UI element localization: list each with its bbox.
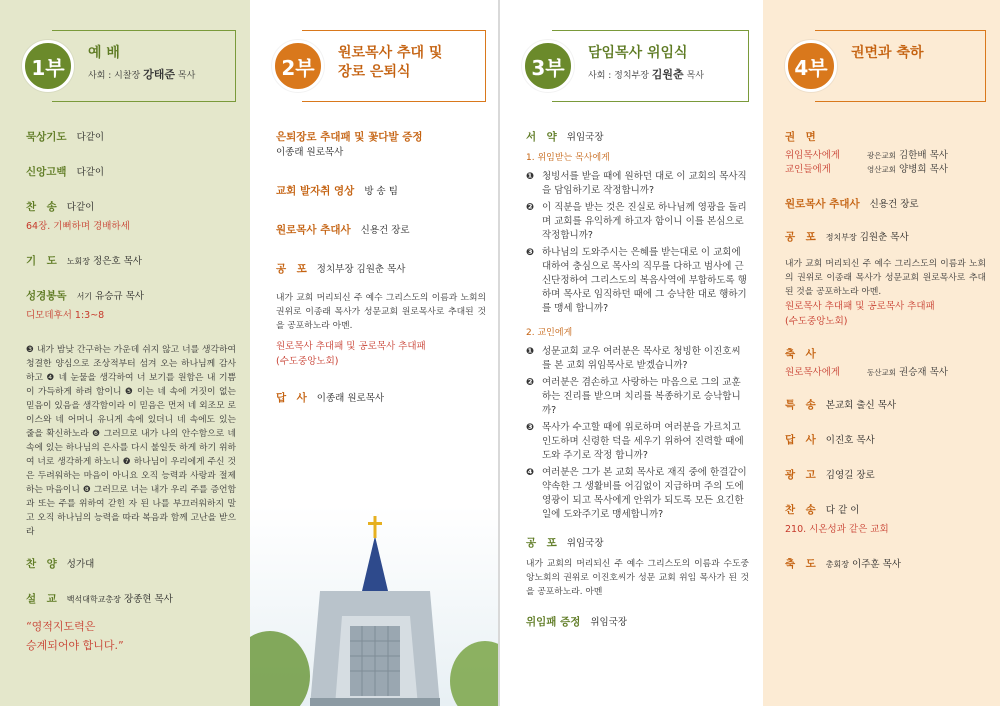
part3-program	[526, 130, 749, 650]
history-video-row: 교회 발자취 영상 방 송 팀	[276, 185, 398, 197]
sermon-title-line2: 승계되어야 합니다.”	[26, 639, 124, 652]
p4-row-1: 답 사 이진호 목사	[785, 434, 875, 446]
part4-title: 권면과 축하	[851, 45, 924, 61]
exhortation-pastor: 위임목사에게 광은교회 김한배 목사	[785, 150, 948, 161]
p1-row-1: 신앙고백 다같이	[26, 166, 105, 178]
part4-badge: 4부	[785, 40, 837, 92]
reply-row: 답 사 이종래 원로목사	[276, 392, 385, 404]
p1-row-2: 찬 송 다같이 64장. 기뻐하며 경배하세	[26, 200, 236, 234]
p4-note-3: 210. 시온성과 같은 교회	[785, 524, 889, 535]
part2-badge: 2부	[272, 40, 324, 92]
proclaim-text: 내가 교회 머리되신 주 예수 그리스도의 이름과 노회의 권위로 이종래 목사가 성문교회 원로목사로 추대된 것을 공포하노라 아멘.	[276, 293, 486, 331]
retire-elder-value: 이종래 원로목사	[276, 147, 344, 158]
scripture-text: ❸ 내가 밤낮 간구하는 가운데 쉬지 않고 너를 생각하여 청결한 양심으로 조상적부터 섬겨 오는 하나님께 감사하고 ❹ 네 눈물을 생각하여 너 보기를 원함은 내 기쁨이 가득하게 하려 함이니 ❺ 이는 네 속에 거짓이 없는 믿음이 있음을 생각함이라 이 믿음은 먼저 네 외조모 로이스와 네 어머니 유니게 속에 있더니 네 속에도 있는 줄을 확신하노라 ❻ 그러므로 내가 나의 안수함으로 네 속에 있는 하나님의 은사를 다시 불일듯 하게 하기 위하여 너로 생각하게 하노니 ❼ 하나님이 우리에게 주신 것은 두려워하는 마음이 아니요 오직 능력과 사랑과 절제하는 마음이니 ❽ 그러므로 너는 내가 우리 주를 증언함과 또는 주를 위하여 갇힌 자 된 나를 부끄러워하지 말고 오직 하나님의 능력을 따라 복음과 함께 고난을 받으라	[26, 345, 236, 537]
proclaim-row: 공 포 위임국장	[526, 537, 604, 549]
p1-note-4: 디모데후서 1:3~8	[26, 310, 105, 321]
anthem-row: 찬 양 성가대	[26, 558, 95, 570]
part4-header	[785, 30, 986, 102]
part1-badge: 1부	[22, 40, 74, 92]
part1-title: 예 배	[88, 45, 120, 61]
to-pastor-heading: 1. 위임받는 목사에게	[526, 153, 610, 163]
q2-question-0: ❶ 성문교회 교우 여러분은 목사로 청빙한 이진호씨를 본 교회 위임목사로 받겠습니까?	[526, 346, 741, 371]
part4-program	[785, 130, 986, 592]
sermon-title-line1: “영적지도력은	[26, 620, 96, 633]
to-congregation-heading: 2. 교인에게	[526, 328, 573, 338]
part3-title: 담임목사 위임식	[588, 45, 688, 61]
proclaim-text: 내가 교회 머리되신 주 예수 그리스도의 이름과 노회의 권위로 이종래 목사가 성문교회 원로목사로 추대된 것을 공포하노라 아멘.	[785, 259, 986, 297]
plaque-line2: (수도중앙노회)	[276, 356, 339, 367]
retire-elder-label: 은퇴장로 추대패 및 꽃다발 증정	[276, 131, 423, 143]
proclaim-row: 공 포 정치부장 김원춘 목사	[276, 263, 406, 275]
panel-part3	[500, 0, 763, 706]
exhortation-label: 권 면	[785, 131, 816, 143]
part2-header	[272, 30, 486, 102]
p1-row-3: 기 도 노회장 정은호 목사	[26, 255, 142, 267]
p1-note-2: 64장. 기뻐하며 경배하세	[26, 221, 130, 232]
p1-row-4: 성경봉독 서기 유승규 목사 디모데후서 1:3~8	[26, 289, 236, 323]
p4-row-3: 찬 송 다 같 이 210. 시온성과 같은 교회	[785, 503, 986, 537]
panel-part2	[250, 0, 500, 706]
part2-program	[276, 130, 486, 426]
p4-row-0: 특 송 본교회 출신 목사	[785, 399, 897, 411]
q1-question-0: ❶ 청빙서를 받을 때에 원하던 대로 이 교회의 목사직을 담임하기로 작정합니까?	[526, 171, 747, 196]
q2-question-1: ❷ 여러분은 겸손하고 사랑하는 마음으로 그의 교훈하는 진리를 받으며 치리를 복종하기로 승낙합니까?	[526, 377, 741, 416]
plaque-line2: (수도중앙노회)	[785, 316, 848, 327]
panel-part1	[0, 0, 250, 706]
exhortation-congregation: 교인들에게 영산교회 양병희 목사	[785, 164, 948, 175]
part3-badge: 3부	[522, 40, 574, 92]
installation-plaque-row: 위임패 증정 위임국장	[526, 616, 628, 628]
emeritus-speech-row: 원로목사 추대사 신용건 장로	[785, 198, 919, 210]
plaque-line1: 원로목사 추대패 및 공로목사 추대패	[276, 341, 426, 352]
q1-question-1: ❷ 이 직분을 받는 것은 진실로 하나님께 영광을 돌리며 교회를 유익하게 하고자 함이니 이를 본심으로 작정합니까?	[526, 202, 747, 241]
congrats-emeritus: 원로목사에게 동산교회 권승재 목사	[785, 367, 948, 378]
p1-row-0: 묵상기도 다같이	[26, 131, 105, 143]
part1-header	[22, 30, 236, 102]
p4-row-4: 축 도 총회장 이주훈 목사	[785, 558, 901, 570]
installation-proclaim-text: 내가 교회의 머리되신 주 예수 그리스도의 이름과 수도중앙노회의 권위로 이진호씨가 성문 교회 위임 목사가 된 것을 공포하노라. 아멘	[526, 559, 749, 597]
congrats-label: 축 사	[785, 348, 816, 360]
part1-host: 사회 : 시찰장 강태준 목사	[88, 68, 196, 81]
part3-header	[522, 30, 749, 102]
q1-question-2: ❸ 하나님의 도와주시는 은혜를 받는대로 이 교회에 대하여 충심으로 목사의 직무를 다하고 범사에 근신단정하여 그리스도의 복음사역에 부합하도록 행하며 목사로 임직하던 때에 그 승낙한 대로 행하기를 맹세 합니까?	[526, 247, 747, 314]
plaque-line1: 원로목사 추대패 및 공로목사 추대패	[785, 301, 935, 312]
proclaim-row: 공 포 정치부장 김원춘 목사	[785, 231, 909, 243]
panel-part4	[763, 0, 1000, 706]
q2-question-2: ❸ 목사가 수고할 때에 위로하며 여러분을 가르치고 인도하며 신령한 덕을 세우기 위하여 진력할 때에 도와 주기로 작정 합니까?	[526, 422, 744, 461]
oath-row: 서 약 위임국장	[526, 131, 604, 143]
p4-row-2: 광 고 김영길 장로	[785, 469, 875, 481]
part1-program	[26, 130, 236, 655]
part3-host: 사회 : 정치부장 김원춘 목사	[588, 68, 704, 81]
q2-question-3: ❹ 여러분은 그가 본 교회 목사로 재직 중에 한결같이 약속한 그 생활비를 어김없이 지급하며 주의 도에 영광이 되고 목사에게 안위가 되도록 모든 요긴한 일에 도와주기로 맹세합니까?	[526, 467, 747, 520]
sermon-row: 설 교 백석대학교총장 장종현 목사	[26, 593, 173, 605]
church-building-image	[250, 506, 500, 706]
part2-title: 원로목사 추대 및 장로 은퇴식	[338, 45, 443, 80]
emeritus-speech-row: 원로목사 추대사 신용건 장로	[276, 224, 410, 236]
